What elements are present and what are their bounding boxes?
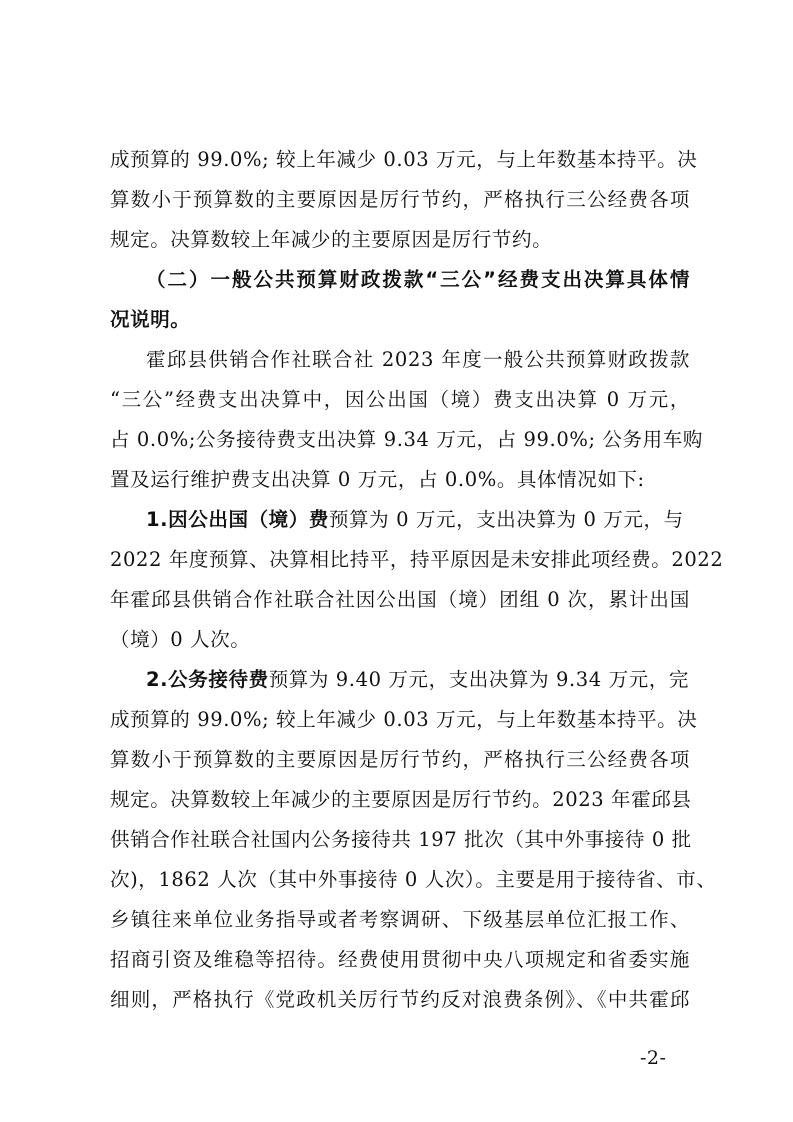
paragraph-line: 成预算的 99.0%; 较上年减少 0.03 万元，与上年数基本持平。决 [110,148,698,171]
item-1-text: 预算为 0 万元，支出决算为 0 万元，与 [328,508,684,531]
paragraph-line: 算数小于预算数的主要原因是厉行节约，严格执行三公经费各项 [110,748,690,771]
paragraph-line: 规定。决算数较上年减少的主要原因是厉行节约。2023 年霍邱县 [110,788,692,811]
item-2-title: 2.公务接待费 [146,668,269,691]
paragraph-line: “三公”经费支出决算中，因公出国（境）费支出决算 0 万元， [110,388,690,411]
item-1-title: 1.因公出国（境）费 [146,508,329,531]
section-heading-cont: 况说明。 [110,308,191,331]
item-2-line [146,666,690,694]
item-1-line [146,506,690,534]
paragraph-line: 霍邱县供销合作社联合社 2023 年度一般公共预算财政拨款 [146,348,690,371]
paragraph-line: （境）0 人次。 [110,628,251,651]
paragraph-line: 次)，1862 人次（其中外事接待 0 人次）。主要是用于接待省、市、 [110,868,717,891]
item-2-text: 预算为 9.40 万元，支出决算为 9.34 万元，完 [268,668,690,691]
paragraph-line: 算数小于预算数的主要原因是厉行节约，严格执行三公经费各项 [110,188,690,211]
paragraph-line: 供销合作社联合社国内公务接待共 197 批次（其中外事接待 0 批 [110,828,692,851]
section-heading: （二）一般公共预算财政拨款“三公”经费支出决算具体情 [146,268,690,291]
paragraph-line: 乡镇往来单位业务指导或者考察调研、下级基层单位汇报工作、 [110,908,690,931]
paragraph-line: 年霍邱县供销合作社联合社因公出国（境）团组 0 次，累计出国 [110,588,690,611]
paragraph-line: 成预算的 99.0%; 较上年减少 0.03 万元，与上年数基本持平。决 [110,708,698,731]
paragraph-line: 占 0.0%;公务接待费支出决算 9.34 万元，占 99.0%; 公务用车购 [110,428,703,451]
paragraph-line: 招商引资及维稳等招待。经费使用贯彻中央八项规定和省委实施 [110,948,690,971]
paragraph-line: 置及运行维护费支出决算 0 万元，占 0.0%。具体情况如下: [110,468,645,491]
page-number: -2- [640,1047,667,1069]
paragraph-line: 细则，严格执行《党政机关厉行节约反对浪费条例》、《中共霍邱 [110,988,690,1011]
paragraph-line: 2022 年度预算、决算相比持平，持平原因是未安排此项经费。2022 [110,548,724,571]
paragraph-line: 规定。决算数较上年减少的主要原因是厉行节约。 [110,228,553,251]
